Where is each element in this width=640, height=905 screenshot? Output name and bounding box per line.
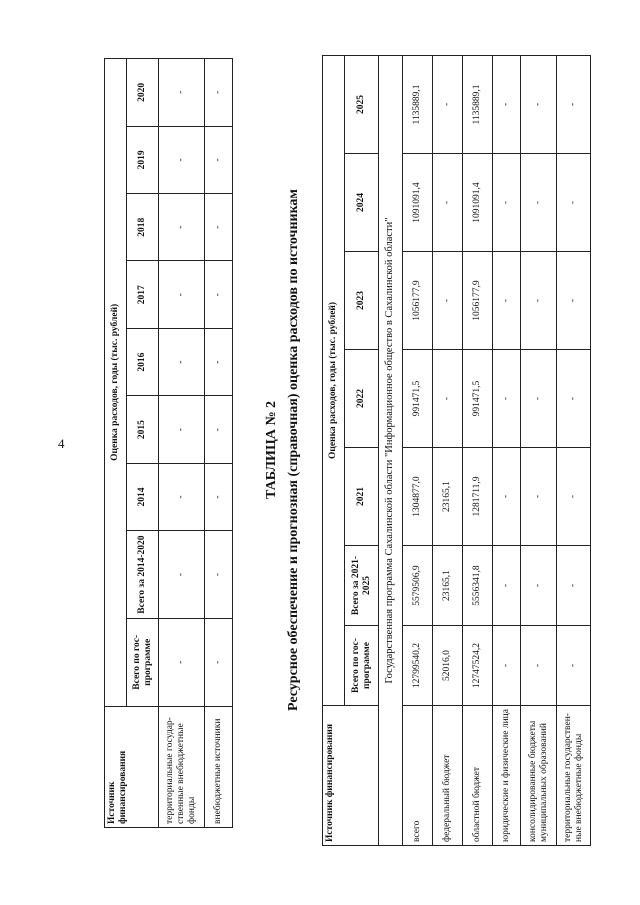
table-row <box>205 59 233 828</box>
row-label: юридические и физические лица <box>493 706 521 846</box>
cell: - <box>493 350 521 448</box>
row-label: территориальные государствен-ные внебюджетные фонды <box>557 706 591 846</box>
col-header: 2022 <box>345 350 379 448</box>
cell: - <box>205 261 233 328</box>
cell: - <box>493 626 521 706</box>
cell: 1304877,0 <box>403 448 433 546</box>
table-1-container <box>104 58 233 828</box>
col-header: Всего за 2021-2025 <box>345 546 379 626</box>
table-2-container <box>322 56 591 846</box>
cell: 52016,0 <box>433 626 463 706</box>
program-row: Государственная программа Сахалинской области "Информационное общество в Сахалинской области" <box>379 55 403 845</box>
col-header: 2017 <box>127 261 159 328</box>
cell: - <box>557 350 591 448</box>
cell: - <box>205 531 233 619</box>
table-row <box>159 59 205 828</box>
cell: 5579506,9 <box>403 546 433 626</box>
col-header: 2016 <box>127 328 159 395</box>
col-header: Всего по гос-программе <box>127 618 159 706</box>
cell: - <box>205 328 233 395</box>
cell: - <box>493 55 521 153</box>
table-subtitle: Ресурсное обеспечение и прогнозная (справочная) оценка расходов по источникам <box>286 189 301 711</box>
cell: - <box>557 448 591 546</box>
header-estimate: Оценка расходов, годы (тыс. рублей) <box>323 55 345 705</box>
cell: - <box>493 252 521 350</box>
funding-table-2021-2025 <box>322 55 591 846</box>
table-row <box>521 55 557 845</box>
row-label: внебюджетные источники <box>205 706 233 827</box>
cell: - <box>521 546 557 626</box>
table-row <box>403 55 433 845</box>
cell: - <box>205 396 233 463</box>
row-label: территориальные государ-ственные внебюджетные фонды <box>159 706 205 827</box>
col-header: 2025 <box>345 55 379 153</box>
cell: 991471,5 <box>403 350 433 448</box>
col-header: 2023 <box>345 252 379 350</box>
cell: - <box>159 463 205 530</box>
header-source: Источник финансирования <box>105 706 159 827</box>
cell: 12747524,2 <box>463 626 493 706</box>
cell: - <box>521 350 557 448</box>
cell: - <box>493 154 521 252</box>
cell: 1281711,9 <box>463 448 493 546</box>
row-label: федеральный бюджет <box>433 706 463 846</box>
cell: - <box>159 328 205 395</box>
cell: - <box>557 626 591 706</box>
cell: - <box>205 126 233 193</box>
cell: - <box>159 396 205 463</box>
col-header: 2014 <box>127 463 159 530</box>
cell: - <box>557 55 591 153</box>
cell: - <box>521 55 557 153</box>
cell: 5556341,8 <box>463 546 493 626</box>
cell: - <box>433 154 463 252</box>
col-header: 2019 <box>127 126 159 193</box>
cell: - <box>521 154 557 252</box>
cell: 1091091,4 <box>463 154 493 252</box>
cell: - <box>557 252 591 350</box>
cell: 1056177,9 <box>403 252 433 350</box>
cell: 23165,1 <box>433 448 463 546</box>
col-header: Всего по гос-программе <box>345 626 379 706</box>
cell: 1135889,1 <box>463 55 493 153</box>
cell: - <box>433 252 463 350</box>
cell: - <box>493 546 521 626</box>
cell: - <box>557 546 591 626</box>
cell: - <box>205 618 233 706</box>
cell: - <box>159 618 205 706</box>
col-header: 2020 <box>127 59 159 127</box>
funding-table-2014-2020 <box>104 58 233 828</box>
row-label: консолидированные бюджеты муниципальных образований <box>521 706 557 846</box>
cell: - <box>159 261 205 328</box>
cell: - <box>205 59 233 127</box>
cell: - <box>521 448 557 546</box>
col-header: Всего за 2014-2020 <box>127 531 159 619</box>
row-label: областной бюджет <box>463 706 493 846</box>
header-estimate: Оценка расходов, годы (тыс. рублей) <box>105 59 127 707</box>
title-block <box>264 80 308 820</box>
cell: 1056177,9 <box>463 252 493 350</box>
cell: - <box>493 448 521 546</box>
cell: 1135889,1 <box>403 55 433 153</box>
cell: - <box>205 194 233 261</box>
cell: - <box>159 194 205 261</box>
cell: 23165,1 <box>433 546 463 626</box>
cell: - <box>433 350 463 448</box>
cell: - <box>205 463 233 530</box>
cell: - <box>159 126 205 193</box>
table-row <box>463 55 493 845</box>
table-row <box>557 55 591 845</box>
cell: 991471,5 <box>463 350 493 448</box>
cell: - <box>159 59 205 127</box>
row-label: всего <box>403 706 433 846</box>
header-source: Источник финансирования <box>323 706 379 846</box>
cell: - <box>521 252 557 350</box>
cell: - <box>159 531 205 619</box>
cell: 12799540,2 <box>403 626 433 706</box>
col-header: 2024 <box>345 154 379 252</box>
table-title: ТАБЛИЦА № 2 <box>264 400 279 500</box>
cell: - <box>433 55 463 153</box>
col-header: 2021 <box>345 448 379 546</box>
table-row <box>433 55 463 845</box>
cell: - <box>521 626 557 706</box>
page-number: 4 <box>58 436 65 451</box>
col-header: 2018 <box>127 194 159 261</box>
cell: - <box>557 154 591 252</box>
cell: 1091091,4 <box>403 154 433 252</box>
table-row <box>493 55 521 845</box>
col-header: 2015 <box>127 396 159 463</box>
